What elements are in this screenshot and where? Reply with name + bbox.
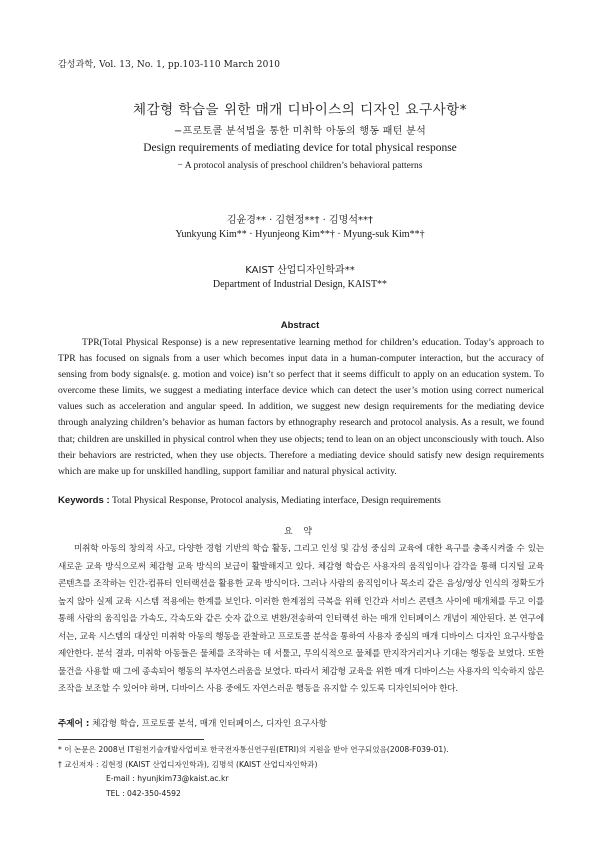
korean-title: 체감형 학습을 위한 매개 디바이스의 디자인 요구사항*: [133, 102, 467, 118]
affiliation-korean: KAIST 산업디자인학과**: [245, 265, 355, 276]
korean-subtitle: −프로토콜 분석법을 통한 미취학 아동의 행동 패턴 분석: [173, 126, 427, 137]
korean-keywords-list: 체감형 학습, 프로토콜 분석, 매개 인터페이스, 디자인 요구사항: [92, 719, 327, 729]
footnote-funding: * 이 논문은 2008년 IT원천기술개발사업비로 한국전자통신연구원(ETRI)의 지원을 받아 연구되었음(2008-F039-01).: [58, 745, 449, 754]
journal-citation: 감성과학, Vol. 13, No. 1, pp.103-110 March 2010: [58, 60, 281, 70]
korean-keywords-label: 주제어 :: [58, 719, 90, 729]
footnote-divider: [58, 739, 204, 740]
abstract-body: TPR(Total Physical Response) is a new representative learning method for children’s education. Today’s approach to TPR has focused on signals from a user which becomes input data in a human-computer interaction, but the accuracy of sensing from body signals(e. g. motion and voice) isn’t so perfect that it seems difficult to apply on an education system. To overcome these limits, we suggest a mediating interface device which can detect the user’s motion using correct numerical values such as acceleration and angular speed. In addition, we suggest new design requirements for the mediating device through analyzing children’s behavior as human factors by ethnography research and protocol analysis. As a result, we found that; children are unskilled in physical control when they use objects; tend to lean on an object unconsciously with touch. Also their behaviors are restricted, when they use objects. Therefore a mediating device should satisfy new design requirements which are make up for unskilled handling, support familiar and natural physical activity.: [58, 337, 544, 477]
keywords: [58, 495, 544, 506]
footnote-phone: TEL : 042-350-4592: [106, 788, 181, 798]
footnotes: [58, 743, 544, 801]
abstract-heading: Abstract: [280, 320, 320, 331]
keywords-label: Keywords :: [58, 495, 110, 506]
authors-korean: 김윤경** · 김현정**† · 김명석**†: [226, 215, 373, 226]
korean-summary-body: 미취학 아동의 창의적 사고, 다양한 경험 기반의 학습 활동, 그리고 인성 및 감성 중심의 교육에 대한 욕구를 충족시켜줄 수 있는 새로운 교육 방식으로써 체감형 교육 방식의 보급이 활발해지고 있다. 체감형 학습은 사용자의 움직임이나 감각을 통해 디지털 교육 콘텐츠를 조작하는 인간-컴퓨터 인터랙션을 활용한 교육 방식이다. 그러나 사람의 움직임이나 목소리 같은 음성/영상 인식의 정확도가 높지 않아 실제 교육 시스템 적용에는 한계를 보인다. 이러한 한계점의 극복을 위해 인간과 서비스 콘텐츠 사이에 매개체를 두고 이를 통해 사람의 움직임을 가속도, 각속도와 같은 숫자 값으로 변환/전송하여 인터랙션 하는 매개 인터페이스 개념이 제안된다. 본 연구에서는, 교육 시스템의 대상인 미취학 아동의 행동을 관찰하고 프로토콜 분석을 통하여 사용자 중심의 매개 디바이스 디자인 요구사항을 제안한다. 분석 결과, 미취학 아동들은 물체를 조작하는 데 서툴고, 무의식적으로 물체를 만지작거리거나 기대는 행동을 보였다. 또한 물건을 사용할 때 그에 종속되어 행동의 부자연스러움을 보였다. 따라서 체감형 교육을 위한 매개 디바이스는 사용자의 익숙하지 않은 조작을 보조할 수 있어야 하며, 디바이스 사용 중에도 자연스러운 행동을 유지할 수 있도록 디자인되어야 한다.: [58, 544, 544, 694]
footnote-corresponding-author: † 교신저자 : 김현정 (KAIST 산업디자인학과), 김명석 (KAIST 산업디자인학과): [58, 759, 318, 769]
english-subtitle: − A protocol analysis of preschool children’s behavioral patterns: [177, 161, 423, 171]
korean-summary-heading: 요 약: [283, 527, 317, 537]
affiliation-english: Department of Industrial Design, KAIST**: [212, 279, 388, 290]
footnote-email: E-mail : hyunjkim73@kaist.ac.kr: [106, 774, 229, 783]
keywords-list: Total Physical Response, Protocol analysis, Mediating interface, Design requirements: [111, 495, 441, 506]
authors-english: Yunkyung Kim** · Hyunjeong Kim**† · Myung-suk Kim**†: [175, 229, 425, 240]
english-title: Design requirements of mediating device for total physical response: [143, 142, 457, 154]
korean-keywords: [58, 717, 544, 729]
